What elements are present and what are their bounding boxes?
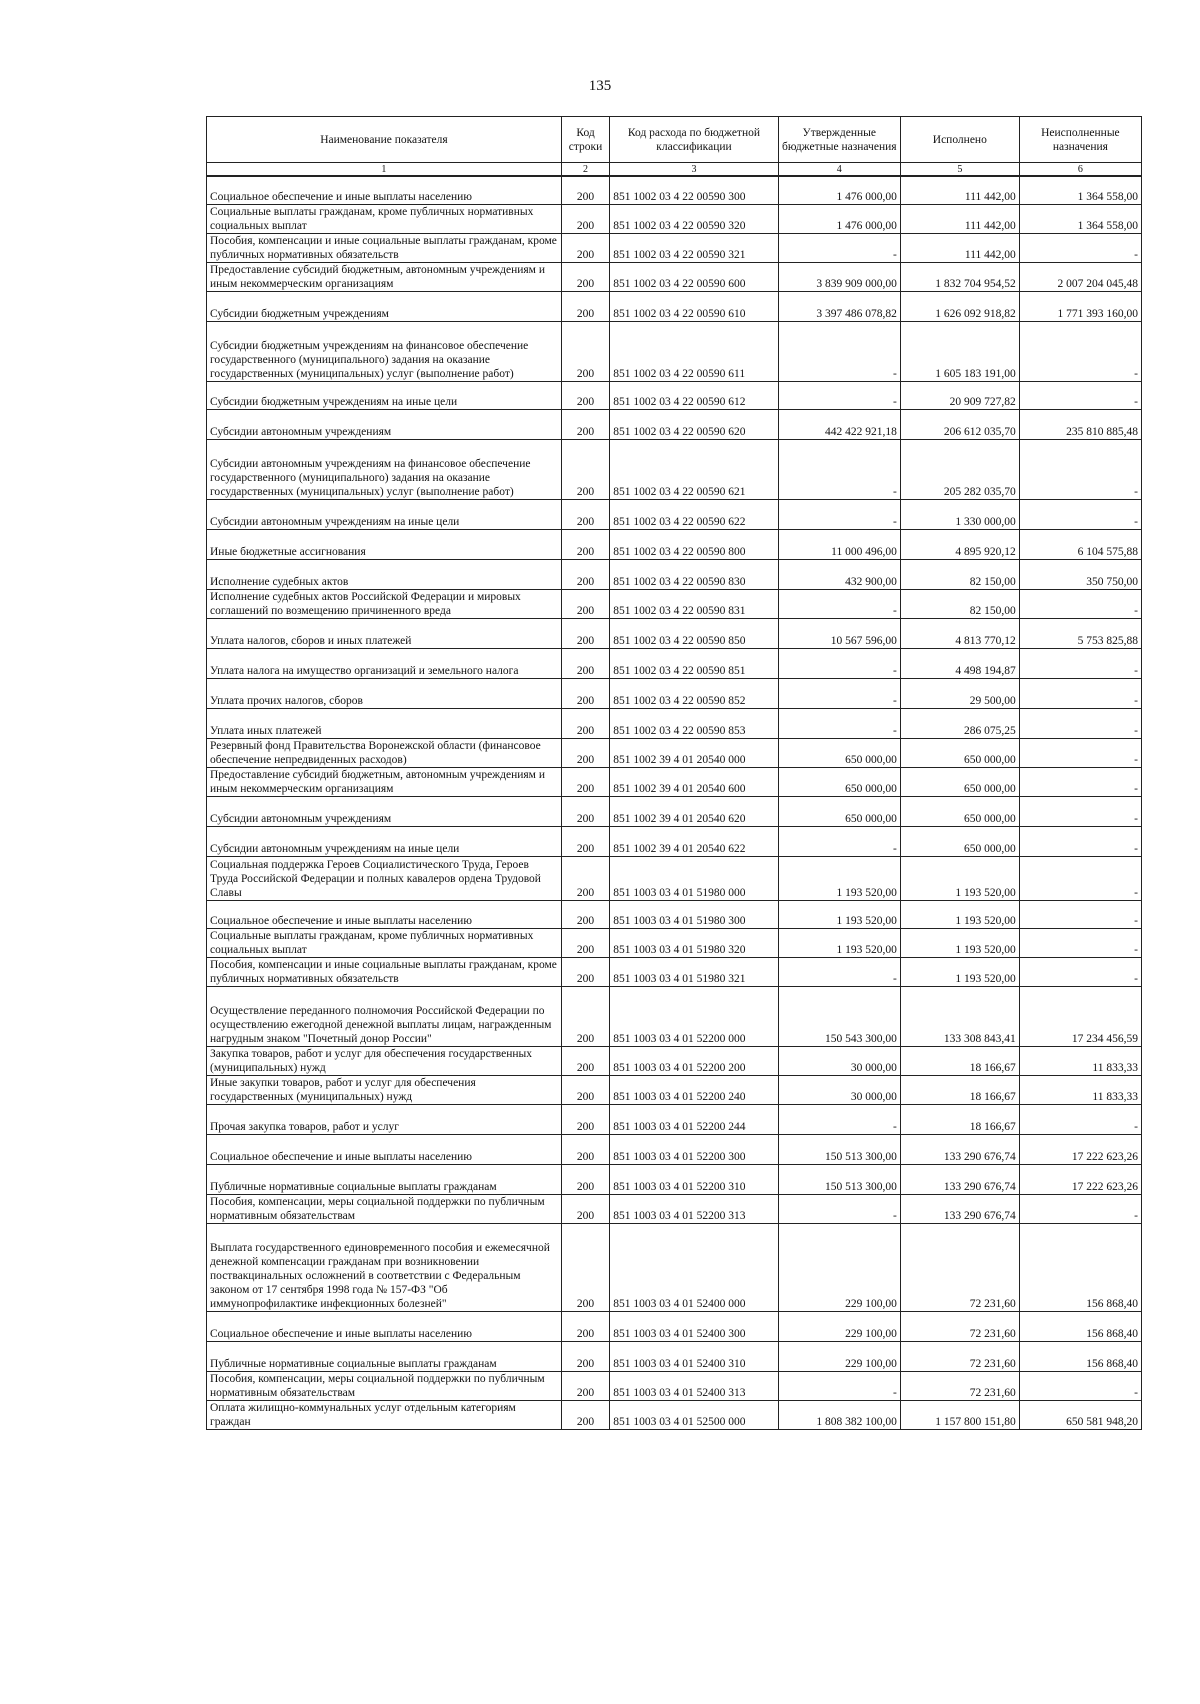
row-line-code: 200 <box>561 986 609 1046</box>
row-approved-amount: 229 100,00 <box>778 1341 900 1371</box>
page-number: 135 <box>588 78 612 94</box>
row-approved-amount: 229 100,00 <box>778 1311 900 1341</box>
row-classification-code: 851 1002 03 4 22 00590 321 <box>610 233 778 262</box>
row-executed-amount: 82 150,00 <box>900 589 1019 618</box>
row-line-code: 200 <box>561 439 609 499</box>
row-unexecuted-amount: - <box>1019 928 1141 957</box>
table-header-row <box>207 117 1142 163</box>
row-executed-amount: 133 290 676,74 <box>900 1134 1019 1164</box>
row-approved-amount: 3 397 486 078,82 <box>778 291 900 321</box>
row-line-code: 200 <box>561 856 609 900</box>
row-approved-amount: 150 513 300,00 <box>778 1134 900 1164</box>
row-executed-amount: 650 000,00 <box>900 767 1019 796</box>
row-classification-code: 851 1002 03 4 22 00590 610 <box>610 291 778 321</box>
row-executed-amount: 133 290 676,74 <box>900 1194 1019 1223</box>
row-classification-code: 851 1003 03 4 01 52400 000 <box>610 1223 778 1311</box>
row-name: Исполнение судебных актов <box>207 559 562 589</box>
row-name: Социальное обеспечение и иные выплаты населению <box>207 1311 562 1341</box>
header-line-code: Код строки <box>561 117 609 163</box>
row-approved-amount: 3 839 909 000,00 <box>778 262 900 291</box>
row-approved-amount: - <box>778 957 900 986</box>
row-name: Иные закупки товаров, работ и услуг для обеспечения государственных (муниципальных) нужд <box>207 1075 562 1104</box>
row-approved-amount: - <box>778 1371 900 1400</box>
row-line-code: 200 <box>561 678 609 708</box>
row-executed-amount: 111 442,00 <box>900 233 1019 262</box>
row-approved-amount: - <box>778 678 900 708</box>
header-unexecuted: Неисполненные назначения <box>1019 117 1141 163</box>
row-executed-amount: 133 308 843,41 <box>900 986 1019 1046</box>
row-executed-amount: 206 612 035,70 <box>900 409 1019 439</box>
table-row <box>207 381 1142 409</box>
row-classification-code: 851 1002 39 4 01 20540 600 <box>610 767 778 796</box>
row-classification-code: 851 1002 03 4 22 00590 320 <box>610 204 778 233</box>
table-row <box>207 928 1142 957</box>
row-classification-code: 851 1002 03 4 22 00590 600 <box>610 262 778 291</box>
table-row <box>207 618 1142 648</box>
row-unexecuted-amount: 156 868,40 <box>1019 1311 1141 1341</box>
row-approved-amount: 30 000,00 <box>778 1046 900 1075</box>
row-name: Предоставление субсидий бюджетным, автономным учреждениям и иным некоммерческим организациям <box>207 767 562 796</box>
row-classification-code: 851 1003 03 4 01 52400 313 <box>610 1371 778 1400</box>
row-unexecuted-amount: 235 810 885,48 <box>1019 409 1141 439</box>
table-row <box>207 439 1142 499</box>
table-row <box>207 1046 1142 1075</box>
row-line-code: 200 <box>561 291 609 321</box>
row-unexecuted-amount: 350 750,00 <box>1019 559 1141 589</box>
row-approved-amount: 30 000,00 <box>778 1075 900 1104</box>
row-unexecuted-amount: - <box>1019 796 1141 826</box>
table-row <box>207 900 1142 928</box>
row-executed-amount: 18 166,67 <box>900 1104 1019 1134</box>
row-line-code: 200 <box>561 618 609 648</box>
row-classification-code: 851 1003 03 4 01 51980 320 <box>610 928 778 957</box>
row-unexecuted-amount: 17 234 456,59 <box>1019 986 1141 1046</box>
row-unexecuted-amount: 1 364 558,00 <box>1019 204 1141 233</box>
row-name: Социальные выплаты гражданам, кроме публичных нормативных социальных выплат <box>207 928 562 957</box>
row-name: Уплата налогов, сборов и иных платежей <box>207 618 562 648</box>
row-approved-amount: - <box>778 321 900 381</box>
table-row <box>207 1311 1142 1341</box>
row-unexecuted-amount: 156 868,40 <box>1019 1223 1141 1311</box>
row-classification-code: 851 1003 03 4 01 52500 000 <box>610 1400 778 1429</box>
table-row <box>207 796 1142 826</box>
row-unexecuted-amount: 156 868,40 <box>1019 1341 1141 1371</box>
row-approved-amount: 650 000,00 <box>778 796 900 826</box>
row-executed-amount: 1 157 800 151,80 <box>900 1400 1019 1429</box>
row-approved-amount: 432 900,00 <box>778 559 900 589</box>
row-name: Пособия, компенсации и иные социальные выплаты гражданам, кроме публичных нормативных обязательств <box>207 957 562 986</box>
column-number: 3 <box>610 163 778 177</box>
row-unexecuted-amount: - <box>1019 738 1141 767</box>
header-approved: Утвержденные бюджетные назначения <box>778 117 900 163</box>
row-classification-code: 851 1002 03 4 22 00590 621 <box>610 439 778 499</box>
row-executed-amount: 1 193 520,00 <box>900 900 1019 928</box>
row-executed-amount: 650 000,00 <box>900 738 1019 767</box>
row-executed-amount: 72 231,60 <box>900 1371 1019 1400</box>
row-approved-amount: 1 193 520,00 <box>778 856 900 900</box>
row-unexecuted-amount: - <box>1019 648 1141 678</box>
row-line-code: 200 <box>561 176 609 204</box>
row-line-code: 200 <box>561 1075 609 1104</box>
row-approved-amount: 442 422 921,18 <box>778 409 900 439</box>
row-unexecuted-amount: - <box>1019 1371 1141 1400</box>
table-row <box>207 856 1142 900</box>
row-line-code: 200 <box>561 767 609 796</box>
row-name: Уплата прочих налогов, сборов <box>207 678 562 708</box>
table-row <box>207 262 1142 291</box>
row-classification-code: 851 1003 03 4 01 52200 244 <box>610 1104 778 1134</box>
row-line-code: 200 <box>561 499 609 529</box>
row-name: Исполнение судебных актов Российской Федерации и мировых соглашений по возмещению причиненного вреда <box>207 589 562 618</box>
row-unexecuted-amount: - <box>1019 678 1141 708</box>
row-name: Социальное обеспечение и иные выплаты населению <box>207 1134 562 1164</box>
row-name: Пособия, компенсации и иные социальные выплаты гражданам, кроме публичных нормативных обязательств <box>207 233 562 262</box>
table-row <box>207 233 1142 262</box>
table-row <box>207 957 1142 986</box>
table-row <box>207 1104 1142 1134</box>
row-classification-code: 851 1002 03 4 22 00590 831 <box>610 589 778 618</box>
row-line-code: 200 <box>561 900 609 928</box>
row-line-code: 200 <box>561 1341 609 1371</box>
row-name: Субсидии бюджетным учреждениям на финансовое обеспечение государственного (муниципального) задания на оказание государственных (муниципальных) услуг (выполнение работ) <box>207 321 562 381</box>
row-line-code: 200 <box>561 204 609 233</box>
row-approved-amount: 229 100,00 <box>778 1223 900 1311</box>
row-approved-amount: 1 193 520,00 <box>778 900 900 928</box>
table-row <box>207 1134 1142 1164</box>
row-executed-amount: 4 498 194,87 <box>900 648 1019 678</box>
table-row <box>207 767 1142 796</box>
row-executed-amount: 1 832 704 954,52 <box>900 262 1019 291</box>
row-unexecuted-amount: - <box>1019 381 1141 409</box>
table-row <box>207 1371 1142 1400</box>
row-approved-amount: - <box>778 499 900 529</box>
row-name: Прочая закупка товаров, работ и услуг <box>207 1104 562 1134</box>
column-number: 5 <box>900 163 1019 177</box>
row-line-code: 200 <box>561 928 609 957</box>
row-name: Иные бюджетные ассигнования <box>207 529 562 559</box>
row-approved-amount: - <box>778 233 900 262</box>
row-executed-amount: 72 231,60 <box>900 1223 1019 1311</box>
table-row <box>207 708 1142 738</box>
row-executed-amount: 1 330 000,00 <box>900 499 1019 529</box>
row-name: Уплата иных платежей <box>207 708 562 738</box>
row-classification-code: 851 1003 03 4 01 52200 310 <box>610 1164 778 1194</box>
row-executed-amount: 1 193 520,00 <box>900 928 1019 957</box>
row-approved-amount: 1 476 000,00 <box>778 176 900 204</box>
column-number: 2 <box>561 163 609 177</box>
row-executed-amount: 18 166,67 <box>900 1075 1019 1104</box>
row-executed-amount: 1 605 183 191,00 <box>900 321 1019 381</box>
row-line-code: 200 <box>561 708 609 738</box>
row-classification-code: 851 1002 39 4 01 20540 000 <box>610 738 778 767</box>
row-line-code: 200 <box>561 648 609 678</box>
row-unexecuted-amount: - <box>1019 499 1141 529</box>
column-number: 1 <box>207 163 562 177</box>
row-executed-amount: 133 290 676,74 <box>900 1164 1019 1194</box>
row-approved-amount: - <box>778 708 900 738</box>
row-unexecuted-amount: - <box>1019 856 1141 900</box>
row-unexecuted-amount: 11 833,33 <box>1019 1046 1141 1075</box>
row-unexecuted-amount: - <box>1019 767 1141 796</box>
row-unexecuted-amount: 11 833,33 <box>1019 1075 1141 1104</box>
table-row <box>207 529 1142 559</box>
row-classification-code: 851 1003 03 4 01 52200 300 <box>610 1134 778 1164</box>
row-executed-amount: 1 626 092 918,82 <box>900 291 1019 321</box>
row-executed-amount: 286 075,25 <box>900 708 1019 738</box>
row-approved-amount: 11 000 496,00 <box>778 529 900 559</box>
row-name: Социальные выплаты гражданам, кроме публичных нормативных социальных выплат <box>207 204 562 233</box>
row-classification-code: 851 1003 03 4 01 52200 313 <box>610 1194 778 1223</box>
row-classification-code: 851 1002 39 4 01 20540 622 <box>610 826 778 856</box>
row-approved-amount: - <box>778 439 900 499</box>
row-unexecuted-amount: - <box>1019 589 1141 618</box>
table-row <box>207 321 1142 381</box>
table-row <box>207 1341 1142 1371</box>
row-approved-amount: 1 476 000,00 <box>778 204 900 233</box>
row-unexecuted-amount: 6 104 575,88 <box>1019 529 1141 559</box>
table-row <box>207 1075 1142 1104</box>
row-approved-amount: 150 543 300,00 <box>778 986 900 1046</box>
table-row <box>207 499 1142 529</box>
column-number: 6 <box>1019 163 1141 177</box>
row-line-code: 200 <box>561 381 609 409</box>
row-unexecuted-amount: - <box>1019 233 1141 262</box>
table-row <box>207 1164 1142 1194</box>
row-classification-code: 851 1003 03 4 01 51980 321 <box>610 957 778 986</box>
row-unexecuted-amount: - <box>1019 708 1141 738</box>
row-executed-amount: 18 166,67 <box>900 1046 1019 1075</box>
row-executed-amount: 82 150,00 <box>900 559 1019 589</box>
row-classification-code: 851 1002 03 4 22 00590 800 <box>610 529 778 559</box>
row-executed-amount: 111 442,00 <box>900 204 1019 233</box>
row-name: Социальное обеспечение и иные выплаты населению <box>207 900 562 928</box>
row-name: Уплата налога на имущество организаций и земельного налога <box>207 648 562 678</box>
row-line-code: 200 <box>561 1164 609 1194</box>
row-classification-code: 851 1003 03 4 01 52400 310 <box>610 1341 778 1371</box>
row-name: Социальное обеспечение и иные выплаты населению <box>207 176 562 204</box>
row-line-code: 200 <box>561 321 609 381</box>
row-classification-code: 851 1003 03 4 01 51980 000 <box>610 856 778 900</box>
table-row <box>207 826 1142 856</box>
row-line-code: 200 <box>561 1400 609 1429</box>
row-unexecuted-amount: - <box>1019 957 1141 986</box>
row-classification-code: 851 1003 03 4 01 52400 300 <box>610 1311 778 1341</box>
table-row <box>207 1400 1142 1429</box>
column-number-row <box>207 163 1142 177</box>
row-name: Пособия, компенсации, меры социальной поддержки по публичным нормативным обязательствам <box>207 1371 562 1400</box>
row-line-code: 200 <box>561 233 609 262</box>
row-name: Выплата государственного единовременного пособия и ежемесячной денежной компенсации гражданам при возникновении поствакцинальных осложнений в соответствии с Федеральным законом от 17 сентября 1998 года № 157-ФЗ "Об иммунопрофилактике инфекционных болезней" <box>207 1223 562 1311</box>
header-executed: Исполнено <box>900 117 1019 163</box>
row-name: Оплата жилищно-коммунальных услуг отдельным категориям граждан <box>207 1400 562 1429</box>
row-approved-amount: 1 193 520,00 <box>778 928 900 957</box>
row-classification-code: 851 1002 39 4 01 20540 620 <box>610 796 778 826</box>
row-executed-amount: 72 231,60 <box>900 1341 1019 1371</box>
row-line-code: 200 <box>561 529 609 559</box>
row-unexecuted-amount: - <box>1019 1104 1141 1134</box>
row-executed-amount: 4 895 920,12 <box>900 529 1019 559</box>
header-indicator-name: Наименование показателя <box>207 117 562 163</box>
row-line-code: 200 <box>561 1223 609 1311</box>
row-executed-amount: 205 282 035,70 <box>900 439 1019 499</box>
row-unexecuted-amount: 1 364 558,00 <box>1019 176 1141 204</box>
row-unexecuted-amount: - <box>1019 826 1141 856</box>
row-approved-amount: - <box>778 826 900 856</box>
table-row <box>207 738 1142 767</box>
row-unexecuted-amount: 17 222 623,26 <box>1019 1134 1141 1164</box>
row-line-code: 200 <box>561 1311 609 1341</box>
row-unexecuted-amount: - <box>1019 321 1141 381</box>
row-approved-amount: - <box>778 381 900 409</box>
budget-execution-table <box>206 116 1142 1430</box>
row-approved-amount: - <box>778 589 900 618</box>
row-name: Социальная поддержка Героев Социалистического Труда, Героев Труда Российской Федерации и полных кавалеров ордена Трудовой Славы <box>207 856 562 900</box>
table-row <box>207 1223 1142 1311</box>
row-line-code: 200 <box>561 738 609 767</box>
row-name: Предоставление субсидий бюджетным, автономным учреждениям и иным некоммерческим организациям <box>207 262 562 291</box>
table-row <box>207 1194 1142 1223</box>
row-line-code: 200 <box>561 1104 609 1134</box>
row-approved-amount: 10 567 596,00 <box>778 618 900 648</box>
row-classification-code: 851 1003 03 4 01 52200 000 <box>610 986 778 1046</box>
table-row <box>207 986 1142 1046</box>
row-classification-code: 851 1002 03 4 22 00590 611 <box>610 321 778 381</box>
row-line-code: 200 <box>561 589 609 618</box>
row-name: Осуществление переданного полномочия Российской Федерации по осуществлению ежегодной денежной выплаты лицам, награжденным нагрудным знаком "Почетный донор России" <box>207 986 562 1046</box>
row-name: Закупка товаров, работ и услуг для обеспечения государственных (муниципальных) нужд <box>207 1046 562 1075</box>
row-line-code: 200 <box>561 1371 609 1400</box>
row-classification-code: 851 1002 03 4 22 00590 850 <box>610 618 778 648</box>
row-name: Субсидии автономным учреждениям на иные цели <box>207 499 562 529</box>
row-classification-code: 851 1003 03 4 01 51980 300 <box>610 900 778 928</box>
row-line-code: 200 <box>561 957 609 986</box>
row-classification-code: 851 1003 03 4 01 52200 240 <box>610 1075 778 1104</box>
row-approved-amount: - <box>778 648 900 678</box>
row-classification-code: 851 1002 03 4 22 00590 300 <box>610 176 778 204</box>
column-number: 4 <box>778 163 900 177</box>
row-executed-amount: 1 193 520,00 <box>900 957 1019 986</box>
table-row <box>207 176 1142 204</box>
row-name: Субсидии бюджетным учреждениям <box>207 291 562 321</box>
table-row <box>207 559 1142 589</box>
row-executed-amount: 72 231,60 <box>900 1311 1019 1341</box>
row-classification-code: 851 1002 03 4 22 00590 830 <box>610 559 778 589</box>
row-name: Субсидии автономным учреждениям <box>207 796 562 826</box>
row-unexecuted-amount: 1 771 393 160,00 <box>1019 291 1141 321</box>
row-executed-amount: 111 442,00 <box>900 176 1019 204</box>
row-line-code: 200 <box>561 409 609 439</box>
row-classification-code: 851 1002 03 4 22 00590 622 <box>610 499 778 529</box>
row-approved-amount: 1 808 382 100,00 <box>778 1400 900 1429</box>
row-classification-code: 851 1002 03 4 22 00590 612 <box>610 381 778 409</box>
table-body <box>207 176 1142 1429</box>
row-line-code: 200 <box>561 262 609 291</box>
row-name: Субсидии автономным учреждениям на иные цели <box>207 826 562 856</box>
row-executed-amount: 650 000,00 <box>900 796 1019 826</box>
row-line-code: 200 <box>561 1046 609 1075</box>
table-row <box>207 678 1142 708</box>
row-classification-code: 851 1002 03 4 22 00590 853 <box>610 708 778 738</box>
row-classification-code: 851 1003 03 4 01 52200 200 <box>610 1046 778 1075</box>
row-line-code: 200 <box>561 1134 609 1164</box>
row-approved-amount: 650 000,00 <box>778 767 900 796</box>
table-row <box>207 589 1142 618</box>
row-line-code: 200 <box>561 826 609 856</box>
row-classification-code: 851 1002 03 4 22 00590 851 <box>610 648 778 678</box>
row-unexecuted-amount: 650 581 948,20 <box>1019 1400 1141 1429</box>
row-unexecuted-amount: 17 222 623,26 <box>1019 1164 1141 1194</box>
row-unexecuted-amount: - <box>1019 439 1141 499</box>
row-line-code: 200 <box>561 1194 609 1223</box>
row-name: Субсидии автономным учреждениям на финансовое обеспечение государственного (муниципального) задания на оказание государственных (муниципальных) услуг (выполнение работ) <box>207 439 562 499</box>
row-executed-amount: 650 000,00 <box>900 826 1019 856</box>
row-line-code: 200 <box>561 796 609 826</box>
row-unexecuted-amount: - <box>1019 1194 1141 1223</box>
row-name: Резервный фонд Правительства Воронежской области (финансовое обеспечение непредвиденных расходов) <box>207 738 562 767</box>
row-approved-amount: - <box>778 1104 900 1134</box>
row-classification-code: 851 1002 03 4 22 00590 620 <box>610 409 778 439</box>
row-name: Субсидии автономным учреждениям <box>207 409 562 439</box>
row-name: Публичные нормативные социальные выплаты гражданам <box>207 1164 562 1194</box>
row-executed-amount: 29 500,00 <box>900 678 1019 708</box>
row-unexecuted-amount: 2 007 204 045,48 <box>1019 262 1141 291</box>
table-row <box>207 648 1142 678</box>
row-executed-amount: 1 193 520,00 <box>900 856 1019 900</box>
row-line-code: 200 <box>561 559 609 589</box>
row-unexecuted-amount: - <box>1019 900 1141 928</box>
header-classification-code: Код расхода по бюджетной классификации <box>610 117 778 163</box>
row-executed-amount: 20 909 727,82 <box>900 381 1019 409</box>
row-approved-amount: 150 513 300,00 <box>778 1164 900 1194</box>
row-unexecuted-amount: 5 753 825,88 <box>1019 618 1141 648</box>
row-name: Публичные нормативные социальные выплаты гражданам <box>207 1341 562 1371</box>
row-approved-amount: - <box>778 1194 900 1223</box>
row-classification-code: 851 1002 03 4 22 00590 852 <box>610 678 778 708</box>
table-row <box>207 409 1142 439</box>
row-name: Пособия, компенсации, меры социальной поддержки по публичным нормативным обязательствам <box>207 1194 562 1223</box>
row-name: Субсидии бюджетным учреждениям на иные цели <box>207 381 562 409</box>
table-row <box>207 291 1142 321</box>
row-approved-amount: 650 000,00 <box>778 738 900 767</box>
table-row <box>207 204 1142 233</box>
row-executed-amount: 4 813 770,12 <box>900 618 1019 648</box>
